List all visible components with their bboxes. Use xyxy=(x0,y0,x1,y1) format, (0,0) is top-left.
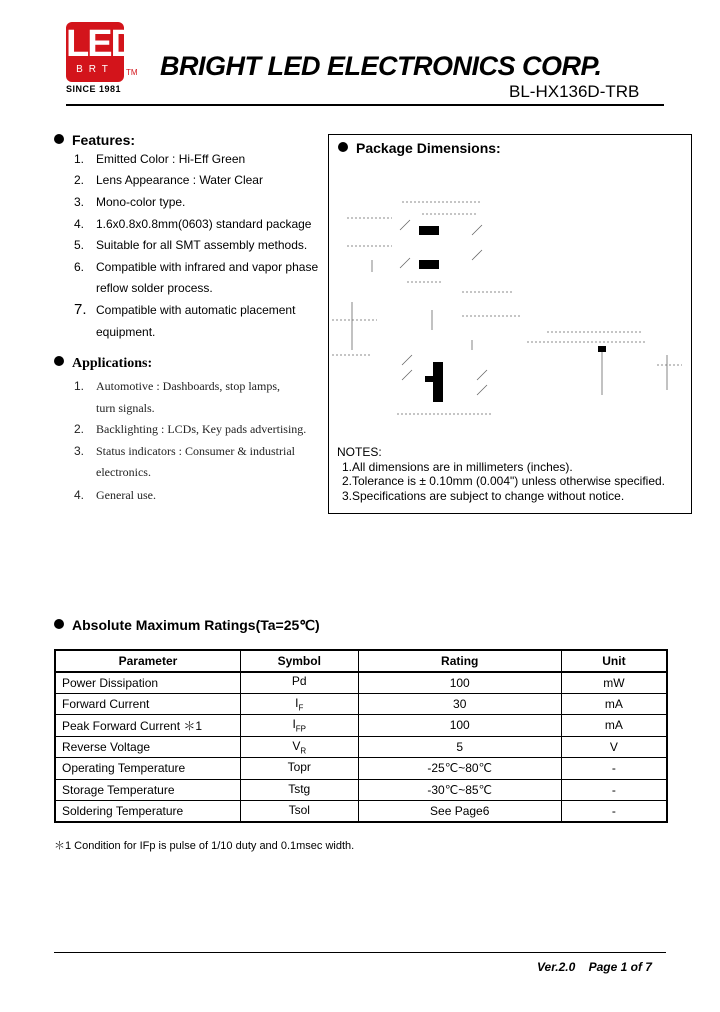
table-row xyxy=(55,801,667,823)
application-text: electronics. xyxy=(96,465,151,479)
feature-item xyxy=(74,216,311,232)
symbol-subscript: F xyxy=(298,702,304,712)
application-text: General use. xyxy=(96,488,156,502)
application-text: Backlighting : LCDs, Key pads advertising. xyxy=(96,422,307,436)
feature-text: Compatible with infrared and vapor phase xyxy=(96,260,319,274)
cell-unit: V xyxy=(561,736,667,758)
bullet-icon xyxy=(338,142,348,152)
feature-text: equipment. xyxy=(96,325,156,339)
cell-unit: mA xyxy=(561,693,667,715)
application-number: 3. xyxy=(74,444,85,458)
cell-parameter: Forward Current xyxy=(55,693,240,715)
ratings-header-row xyxy=(55,650,667,672)
cell-parameter: Reverse Voltage xyxy=(55,736,240,758)
ratings-heading: Absolute Maximum Ratings(Ta=25℃) xyxy=(54,617,320,634)
company-name: BRIGHT LED ELECTRONICS CORP. xyxy=(160,51,602,81)
feature-text: 1.6x0.8x0.8mm(0603) standard package xyxy=(96,217,312,231)
cell-symbol xyxy=(240,672,358,694)
since-label: SINCE 1981 xyxy=(66,84,122,94)
features-heading: Features: xyxy=(54,131,135,149)
cell-unit: - xyxy=(561,801,667,823)
cell-parameter: Operating Temperature xyxy=(55,758,240,780)
feature-item xyxy=(74,280,213,296)
cell-parameter: Storage Temperature xyxy=(55,779,240,801)
part-number: BL-HX136D-TRB xyxy=(509,82,640,101)
feature-text: Compatible with automatic placement xyxy=(96,303,296,317)
cell-symbol xyxy=(240,758,358,780)
table-row xyxy=(55,672,667,694)
cell-parameter: Peak Forward Current ＊1 xyxy=(55,715,240,737)
application-number: 1. xyxy=(74,379,85,393)
feature-item xyxy=(74,302,295,318)
symbol-main: I xyxy=(292,717,296,732)
cell-parameter: Soldering Temperature xyxy=(55,801,240,823)
header-divider xyxy=(66,104,664,106)
package-dimensions-heading: Package Dimensions: xyxy=(338,140,501,156)
logo-letters: LED xyxy=(66,23,136,65)
cell-symbol xyxy=(240,715,358,737)
application-item xyxy=(74,421,306,437)
feature-item xyxy=(74,259,318,275)
table-row xyxy=(55,715,667,737)
feature-text: reflow solder process. xyxy=(96,281,213,295)
application-item xyxy=(74,487,156,503)
notes-block xyxy=(337,445,665,503)
feature-number: 2. xyxy=(74,173,85,187)
application-number: 2. xyxy=(74,422,85,436)
header-parameter: Parameter xyxy=(55,650,240,672)
header-symbol: Symbol xyxy=(240,650,358,672)
feature-item xyxy=(74,237,307,253)
symbol-main: Pd xyxy=(291,674,307,689)
note-3: 3.Specifications are subject to change without notice. xyxy=(342,488,625,503)
application-item xyxy=(74,464,151,480)
feature-text: Emitted Color : Hi-Eff Green xyxy=(96,152,246,166)
feature-number: 4. xyxy=(74,217,85,231)
application-item xyxy=(74,443,295,459)
applications-heading: Applications: xyxy=(54,355,152,373)
feature-text: Lens Appearance : Water Clear xyxy=(96,173,263,187)
cell-unit: mA xyxy=(561,715,667,737)
cell-rating: 100 xyxy=(358,672,561,694)
table-row xyxy=(55,779,667,801)
feature-number: 5. xyxy=(74,238,85,252)
feature-number: 3. xyxy=(74,195,85,209)
feature-number: 7. xyxy=(74,301,87,318)
table-row xyxy=(55,693,667,715)
note-2: 2.Tolerance is ± 0.10mm (0.004") unless otherwise specified. xyxy=(342,474,665,488)
application-text: turn signals. xyxy=(96,401,155,415)
footer-divider xyxy=(54,952,666,953)
feature-item xyxy=(74,324,155,340)
header-rating: Rating xyxy=(358,650,561,672)
cell-rating: 30 xyxy=(358,693,561,715)
table-row xyxy=(55,758,667,780)
symbol-main: I xyxy=(295,695,299,710)
logo-subtext: BRT xyxy=(76,64,114,75)
feature-item xyxy=(74,151,245,167)
cell-unit: - xyxy=(561,758,667,780)
feature-text: Mono-color type. xyxy=(96,195,186,209)
symbol-main: Tsol xyxy=(288,802,310,817)
cell-symbol xyxy=(240,693,358,715)
table-row xyxy=(55,736,667,758)
bullet-icon xyxy=(54,134,64,144)
cell-rating: -25℃~80℃ xyxy=(358,758,561,780)
bullet-icon xyxy=(54,619,64,629)
cell-symbol xyxy=(240,736,358,758)
cell-rating: 5 xyxy=(358,736,561,758)
feature-text: Suitable for all SMT assembly methods. xyxy=(96,238,308,252)
application-text: Automotive : Dashboards, stop lamps, xyxy=(96,379,280,393)
feature-item xyxy=(74,194,185,210)
cell-unit: mW xyxy=(561,672,667,694)
page-footer: Ver.2.0 Page 1 of 7 xyxy=(537,960,652,974)
cell-parameter: Power Dissipation xyxy=(55,672,240,694)
notes-title: NOTES: xyxy=(337,445,382,459)
bullet-icon xyxy=(54,356,64,366)
symbol-subscript: FP xyxy=(295,724,307,734)
application-number: 4. xyxy=(74,488,85,502)
cell-rating: See Page6 xyxy=(358,801,561,823)
symbol-main: Tstg xyxy=(288,781,311,796)
feature-number: 1. xyxy=(74,152,85,166)
feature-number: 6. xyxy=(74,260,85,274)
ratings-table xyxy=(54,649,668,823)
cell-rating: -30℃~85℃ xyxy=(358,779,561,801)
logo-trademark: TM xyxy=(126,68,138,77)
cell-symbol xyxy=(240,801,358,823)
package-dimension-drawing xyxy=(332,190,688,422)
application-item xyxy=(74,400,155,416)
cell-rating: 100 xyxy=(358,715,561,737)
cell-unit: - xyxy=(561,779,667,801)
symbol-subscript: R xyxy=(300,745,307,755)
feature-item xyxy=(74,172,263,188)
note-1: 1.All dimensions are in millimeters (inches). xyxy=(342,459,573,474)
symbol-main: V xyxy=(292,738,301,753)
application-item xyxy=(74,378,280,394)
header-unit: Unit xyxy=(561,650,667,672)
company-logo xyxy=(66,22,138,84)
ratings-footnote: ＊1 Condition for IFp is pulse of 1/10 duty and 0.1msec width. xyxy=(54,840,355,852)
cell-symbol xyxy=(240,779,358,801)
application-text: Status indicators : Consumer & industrial xyxy=(96,444,295,458)
symbol-main: Topr xyxy=(287,760,311,775)
